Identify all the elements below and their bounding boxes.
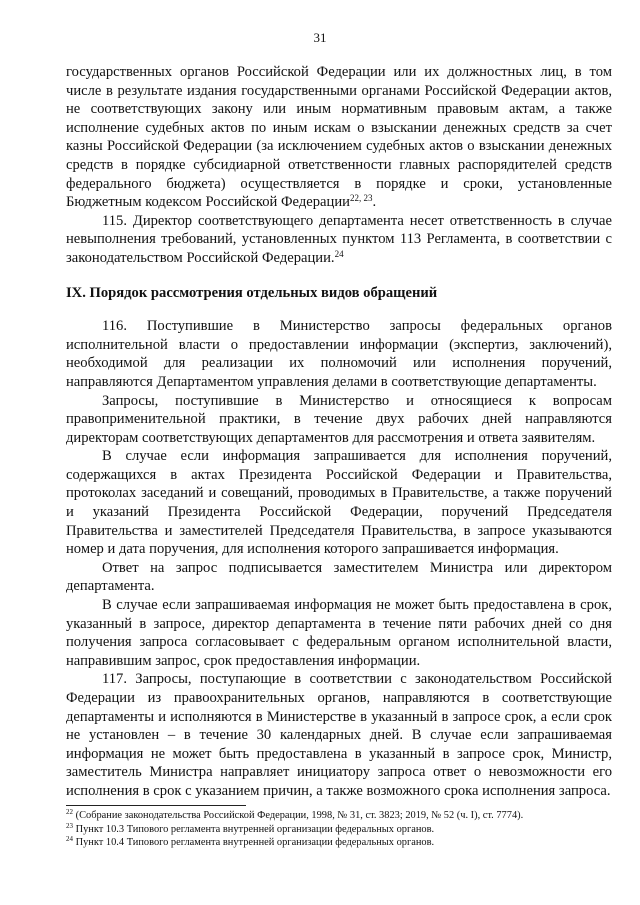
paragraph-continuation: государственных органов Российской Федерации или их должностных лиц, в том числе в результате издания государственными органами Российской Федерации актов, не соответствующих закону или иным нормативным правовым актам, а также исполнение судебных актов по иным искам о взыскании денежных средств за счет казны Российской Федерации (за исключением судебных актов о взыскании денежных средств в порядке субсидиарной ответственности главных распорядителей средств федерального бюджета) осуществляется в порядке и сроки, установленные Бюджетным кодексом Российской Федерации$^{22, 23}$. <box>66 64 612 211</box>
footnote: $^{23}$ Пункт 10.3 Типового регламента внутренней организации федеральных органов. <box>66 821 435 835</box>
section-heading: IX. Порядок рассмотрения отдельных видов обращений <box>66 284 438 301</box>
body-text <box>66 63 612 801</box>
page-number: 31 <box>313 30 327 45</box>
footnotes <box>66 809 612 850</box>
paragraph-deadline: В случае если запрашиваемая информация не может быть предоставлена в срок, указанный в запросе, директор департамента в течение пяти рабочих дней со дня получения запроса согласовывает с федеральным органом исполнительной власти, направившим запрос, срок предоставления информации. <box>66 597 612 669</box>
footnote-ref[interactable]: 22, 23 <box>349 193 373 204</box>
paragraph-queries: Запросы, поступившие в Министерство и относящиеся к вопросам правоприменительной практики, в течение двух рабочих дней направляются директорам соответствующих департаментов для рассмотрения и ответа заявителям. <box>66 392 612 446</box>
paragraph-115: 115. Директор соответствующего департамента несет ответственность в случае невыполнения требований, установленных пунктом 113 Регламента, в соответствии с законодательством Российской Федерации.$^{24}$ <box>66 212 612 266</box>
paragraph-reply: Ответ на запрос подписывается заместителем Министра или директором департамента. <box>66 559 612 595</box>
footnote-ref[interactable]: 24 <box>334 248 344 259</box>
footnote: $^{24}$ Пункт 10.4 Типового регламента внутренней организации федеральных органов. <box>66 835 435 848</box>
footnote-divider <box>66 805 246 806</box>
paragraph-116: 116. Поступившие в Министерство запросы федеральных органов исполнительной власти о предоставлении информации (экспертиз, заключений), необходимой для реализации их полномочий или исполнения поручений, направляются Департаментом управления делами в соответствующие департаменты. <box>66 318 612 390</box>
paragraph-117: 117. Запросы, поступающие в соответствии с законодательством Российской Федерации из правоохранительных органов, направляются в соответствующие департаменты и исполняются в Министерстве в указанный в запросе срок, а если срок не установлен – в течение 30 календарных дней. В случае если запрашиваемая информация не может быть предоставлена в указанный в запросе срок, Министр, заместитель Министра направляет инициатору запроса ответ о невозможности его исполнения в срок с указанием причин, а также возможного срока исполнения запроса. <box>66 671 612 799</box>
footnote: $^{22}$ (Собрание законодательства Российской Федерации, 1998, № 31, ст. 3823; 2019, № 52 (ч. I), ст. 7774). <box>66 808 524 821</box>
paragraph-instructions: В случае если информация запрашивается для исполнения поручений, содержащихся в актах Президента Российской Федерации и Правительства, протоколах заседаний и совещаний, проводимых в Правительстве, а также поручений и указаний Президента Российской Федерации, поручений Председателя Правительства и заместителей Председателя Правительства, в запросе указываются номер и дата поручения, для исполнения которого запрашивается информация. <box>66 448 612 558</box>
